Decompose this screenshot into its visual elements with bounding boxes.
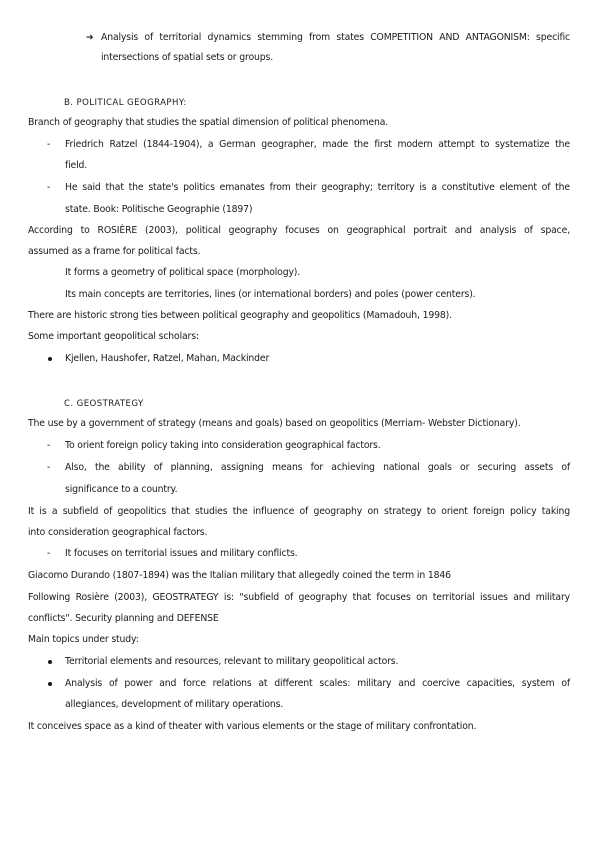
rosiere-line1: According to ROSIÈRE (2003), political geography focuses on geographical portrait and analysis of space, (28, 225, 570, 236)
state-politics-line1: He said that the state's politics emanates from their geography; territory is a constitutive element of the (65, 182, 570, 193)
ratzel-line1: Friedrich Ratzel (1844-1904), a German geographer, made the first modern attempt to systematize the (65, 139, 570, 150)
territorial-issues-line: It focuses on territorial issues and military conflicts. (65, 548, 298, 559)
durando-line: Giacomo Durando (1807-1894) was the Italian military that allegedly coined the term in 1846 (28, 570, 451, 581)
right-arrow-icon: ➔ (86, 33, 94, 43)
planning-line2: significance to a country. (65, 484, 178, 495)
topic-power-line1: Analysis of power and force relations at different scales: military and coercive capacities, system of (65, 678, 570, 689)
topic-territorial: Territorial elements and resources, relevant to military geopolitical actors. (65, 656, 399, 667)
geostrategy-heading: C. GEOSTRATEGY (64, 399, 144, 409)
dash-marker: - (47, 139, 51, 150)
bullet-dot (48, 357, 52, 361)
orient-policy-line: To orient foreign policy taking into consideration geographical factors. (65, 440, 381, 451)
following-line2: conflicts". Security planning and DEFENSE (28, 613, 219, 624)
geostrategy-definition: The use by a government of strategy (means and goals) based on geopolitics (Merriam- Webster Dictionary). (28, 418, 521, 429)
ties-line: There are historic strong ties between political geography and geopolitics (Mamadouh, 1998). (28, 310, 452, 321)
topics-intro: Main topics under study: (28, 634, 139, 645)
dash-marker: - (47, 182, 51, 193)
dash-marker: - (47, 462, 51, 473)
rosiere-line2: assumed as a frame for political facts. (28, 246, 201, 257)
dash-marker: - (47, 548, 51, 559)
scholars-intro: Some important geopolitical scholars: (28, 331, 199, 342)
following-line1: Following Rosière (2003), GEOSTRATEGY is: "subfield of geography that focuses on territorial issues and military (28, 592, 570, 603)
theater-line: It conceives space as a kind of theater with various elements or the stage of military confrontation. (28, 721, 477, 732)
political-definition: Branch of geography that studies the spatial dimension of political phenomena. (28, 117, 389, 128)
geometry-line: It forms a geometry of political space (morphology). (65, 267, 301, 278)
political-heading: B. POLITICAL GEOGRAPHY: (64, 98, 187, 108)
ratzel-line2: field. (65, 160, 88, 171)
dash-marker: - (47, 440, 51, 451)
concepts-line: Its main concepts are territories, lines (or international borders) and poles (power centers). (65, 289, 476, 300)
state-politics-line2: state. Book: Politische Geographie (1897) (65, 204, 253, 215)
bullet-dot (48, 660, 52, 664)
planning-line1: Also, the ability of planning, assigning means for achieving national goals or securing assets of (65, 462, 570, 473)
intro-bullet-line1: Analysis of territorial dynamics stemming from states COMPETITION AND ANTAGONISM: specific (101, 32, 570, 43)
subfield-line1: It is a subfield of geopolitics that studies the influence of geography on strategy to orient foreign policy taking (28, 506, 570, 517)
intro-bullet-line2: intersections of spatial sets or groups. (101, 52, 274, 63)
scholars-list: Kjellen, Haushofer, Ratzel, Mahan, Mackinder (65, 353, 270, 364)
bullet-dot (48, 682, 52, 686)
topic-power-line2: allegiances, development of military operations. (65, 699, 284, 710)
subfield-line2: into consideration geographical factors. (28, 527, 208, 538)
